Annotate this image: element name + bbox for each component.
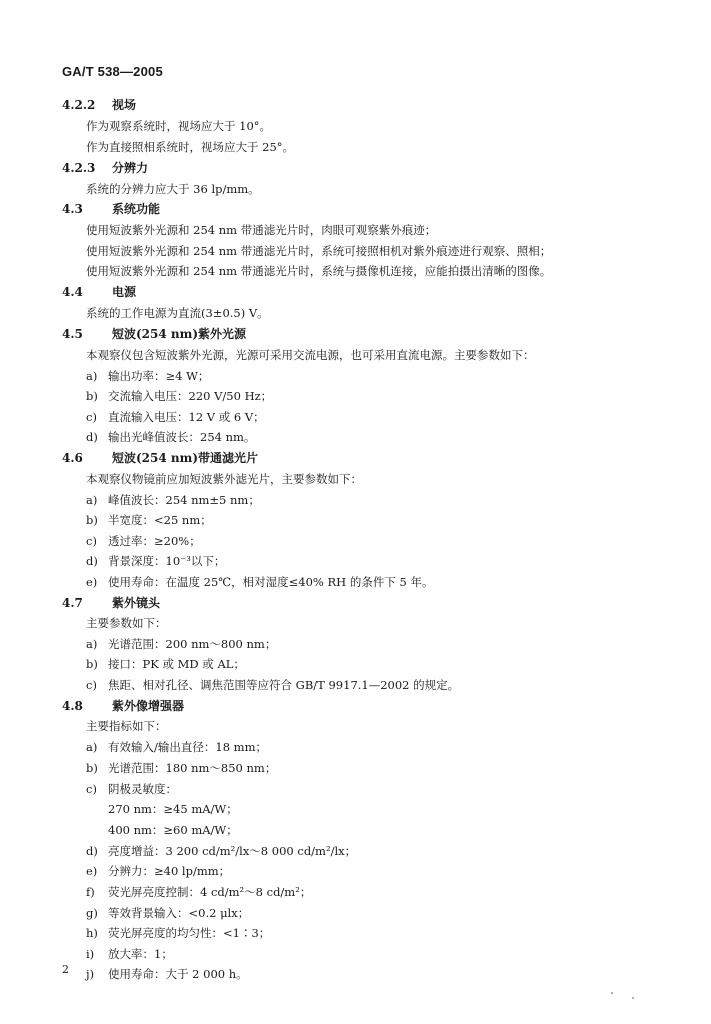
section-number: 4.5 xyxy=(62,327,83,341)
list-item xyxy=(0,779,711,799)
item-label: e) xyxy=(86,575,98,589)
section-title: 紫外镜头 xyxy=(112,596,161,610)
item-text: 透过率：≥20%； xyxy=(108,534,201,548)
standard-header: GA/T 538—2005 xyxy=(62,64,163,79)
body-text: 本观察仪物镜前应加短波紫外滤光片，主要参数如下： xyxy=(86,472,362,486)
item-label: f) xyxy=(86,885,95,899)
body-text: 使用短波紫外光源和 254 nm 带通滤光片时，肉眼可观察紫外痕迹； xyxy=(86,223,437,237)
page-number: 2 xyxy=(62,963,69,976)
item-text: 半宽度：<25 nm； xyxy=(108,513,212,527)
item-text: 光谱范围：200 nm～800 nm； xyxy=(108,637,277,651)
section-title: 紫外像增强器 xyxy=(112,699,185,713)
list-item xyxy=(0,386,711,406)
item-label: d) xyxy=(86,844,98,858)
body-text: 主要参数如下： xyxy=(86,616,167,630)
item-text: 直流输入电压：12 V 或 6 V； xyxy=(108,410,265,424)
item-text: 交流输入电压：220 V/50 Hz； xyxy=(108,389,273,403)
list-item xyxy=(0,551,711,571)
list-item xyxy=(0,407,711,427)
section-number: 4.4 xyxy=(62,285,83,299)
list-item xyxy=(0,841,711,861)
list-item xyxy=(0,654,711,674)
body-text: 作为直接照相系统时，视场应大于 25°。 xyxy=(86,140,295,154)
item-label: d) xyxy=(86,554,98,568)
sub-item-text: 270 nm：≥45 mA/W； xyxy=(108,802,238,816)
section-heading xyxy=(62,324,246,344)
item-text: 有效输入/输出直径：18 mm； xyxy=(108,740,267,754)
item-text: 使用寿命：在温度 25℃，相对湿度≤40% RH 的条件下 5 年。 xyxy=(108,575,434,589)
section-number: 4.7 xyxy=(62,596,83,610)
body-text: 本观察仪包含短波紫外光源，光源可采用交流电源，也可采用直流电源。主要参数如下： xyxy=(86,348,535,362)
item-label: e) xyxy=(86,864,98,878)
section-number: 4.2.2 xyxy=(62,98,96,112)
section-heading xyxy=(62,158,148,178)
body-text: 使用短波紫外光源和 254 nm 带通滤光片时，系统可接照相机对紫外痕迹进行观察、照相； xyxy=(86,244,552,258)
scan-speck xyxy=(632,997,634,999)
item-label: d) xyxy=(86,430,98,444)
item-text: 阴极灵敏度： xyxy=(108,782,177,796)
item-label: b) xyxy=(86,513,98,527)
list-item xyxy=(0,634,711,654)
body-text: 使用短波紫外光源和 254 nm 带通滤光片时，系统与摄像机连接，应能拍摄出清晰的图像。 xyxy=(86,264,552,278)
item-text: 荧光屏亮度控制：4 cd/m²～8 cd/m²； xyxy=(108,885,312,899)
list-item xyxy=(0,861,711,881)
item-label: a) xyxy=(86,637,98,651)
section-number: 4.3 xyxy=(62,202,83,216)
section-heading xyxy=(62,593,160,613)
item-label: h) xyxy=(86,926,98,940)
item-text: 接口：PK 或 MD 或 AL； xyxy=(108,657,245,671)
item-text: 亮度增益：3 200 cd/m²/lx～8 000 cd/m²/lx； xyxy=(108,844,357,858)
item-text: 荧光屏亮度的均匀性：<1∶3； xyxy=(108,926,271,940)
item-label: b) xyxy=(86,389,98,403)
item-label: i) xyxy=(86,947,95,961)
item-text: 背景深度：10⁻³以下； xyxy=(108,554,226,568)
item-label: a) xyxy=(86,493,98,507)
section-title: 电源 xyxy=(112,285,137,299)
item-label: c) xyxy=(86,782,97,796)
list-item xyxy=(0,531,711,551)
section-heading xyxy=(62,448,258,468)
item-text: 输出功率：≥4 W； xyxy=(108,369,210,383)
item-text: 焦距、相对孔径、调焦范围等应符合 GB/T 9917.1—2002 的规定。 xyxy=(108,678,460,692)
sub-item-text: 400 nm：≥60 mA/W； xyxy=(108,823,238,837)
item-text: 峰值波长：254 nm±5 nm； xyxy=(108,493,260,507)
item-text: 输出光峰值波长：254 nm。 xyxy=(108,430,256,444)
section-title: 分辨力 xyxy=(112,161,149,175)
body-text: 主要指标如下： xyxy=(86,719,167,733)
item-text: 放大率：1； xyxy=(108,947,173,961)
item-label: c) xyxy=(86,534,97,548)
section-number: 4.8 xyxy=(62,699,83,713)
section-heading xyxy=(62,95,136,115)
section-title: 短波(254 nm)带通滤光片 xyxy=(112,451,259,465)
item-text: 光谱范围：180 nm～850 nm； xyxy=(108,761,277,775)
list-item xyxy=(0,882,711,902)
section-title: 视场 xyxy=(112,98,137,112)
section-heading xyxy=(62,282,136,302)
list-item xyxy=(0,366,711,386)
item-label: c) xyxy=(86,410,97,424)
list-item xyxy=(0,510,711,530)
item-text: 使用寿命：大于 2 000 h。 xyxy=(108,967,248,981)
item-text: 等效背景输入：<0.2 μlx； xyxy=(108,906,250,920)
list-item xyxy=(0,944,711,964)
list-item xyxy=(0,675,711,695)
list-item xyxy=(0,572,711,592)
item-label: g) xyxy=(86,906,98,920)
item-label: j) xyxy=(86,967,95,981)
list-item xyxy=(0,903,711,923)
item-label: a) xyxy=(86,369,98,383)
section-number: 4.6 xyxy=(62,451,83,465)
list-item xyxy=(0,758,711,778)
list-item xyxy=(0,964,711,984)
section-number: 4.2.3 xyxy=(62,161,96,175)
list-item xyxy=(0,490,711,510)
item-label: c) xyxy=(86,678,97,692)
body-text: 系统的分辨力应大于 36 lp/mm。 xyxy=(86,182,260,196)
list-item xyxy=(0,923,711,943)
item-text: 分辨力：≥40 lp/mm； xyxy=(108,864,231,878)
section-heading xyxy=(62,199,160,219)
list-item xyxy=(0,427,711,447)
scan-speck xyxy=(611,992,613,994)
section-heading xyxy=(62,696,184,716)
item-label: a) xyxy=(86,740,98,754)
item-label: b) xyxy=(86,657,98,671)
section-title: 短波(254 nm)紫外光源 xyxy=(112,327,247,341)
body-text: 系统的工作电源为直流(3±0.5) V。 xyxy=(86,306,269,320)
body-text: 作为观察系统时，视场应大于 10°。 xyxy=(86,119,272,133)
list-item xyxy=(0,737,711,757)
section-title: 系统功能 xyxy=(112,202,161,216)
item-label: b) xyxy=(86,761,98,775)
